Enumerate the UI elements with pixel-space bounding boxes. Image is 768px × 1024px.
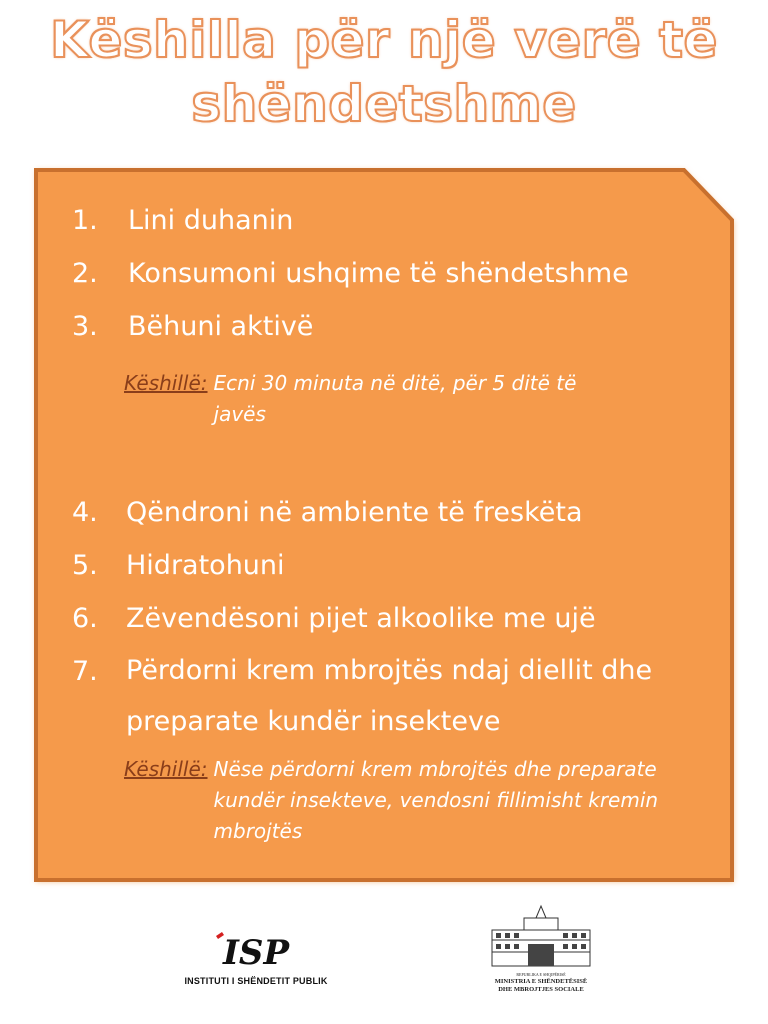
ministry-building-icon <box>486 900 596 970</box>
isp-logo-mark <box>178 928 334 974</box>
svg-text:ISP: ISP <box>222 933 290 973</box>
ministry-country: REPUBLIKA E SHQIPËRISË <box>516 972 566 977</box>
isp-name: INSTITUTI I SHËNDETIT PUBLIK <box>184 976 328 986</box>
tip-activity <box>124 368 644 430</box>
title-line-1: Këshilla për një verë të <box>50 11 718 69</box>
list-item: 6. Zëvendësoni pijet alkoolike me ujë <box>72 603 596 634</box>
title-line-2: shëndetshme <box>191 75 577 133</box>
tip-text: Ecni 30 minuta në ditë, për 5 ditë të javës <box>213 371 577 426</box>
tip-text: Nëse përdorni krem mbrojtës dhe preparate kundër insekteve, vendosni fillimisht kremin mbrojtës <box>213 757 659 843</box>
poster-title <box>0 8 768 136</box>
list-item: 5. Hidratohuni <box>72 550 285 581</box>
advice-panel <box>28 164 740 890</box>
list-item: 7. Përdorni krem mbrojtës ndaj diellit dhe preparate kundër insekteve <box>72 655 653 737</box>
list-item: 2. Konsumoni ushqime të shëndetshme <box>72 258 629 289</box>
tip-label: Këshillë: <box>124 757 208 781</box>
list-item: 3. Bëhuni aktivë <box>72 311 314 342</box>
advice-list-part-1 <box>72 194 629 353</box>
ministry-logo <box>486 900 596 1000</box>
tip-label: Këshillë: <box>124 371 208 395</box>
ministry-name: MINISTRIA E SHËNDETËSISË DHE MBROJTJES SOCIALE <box>494 978 588 993</box>
list-item: 1. Lini duhanin <box>72 205 294 236</box>
tip-sunscreen <box>124 754 684 847</box>
isp-logo <box>178 928 334 992</box>
advice-list-part-2 <box>72 486 666 747</box>
list-item: 4. Qëndroni në ambiente të freskëta <box>72 497 583 528</box>
